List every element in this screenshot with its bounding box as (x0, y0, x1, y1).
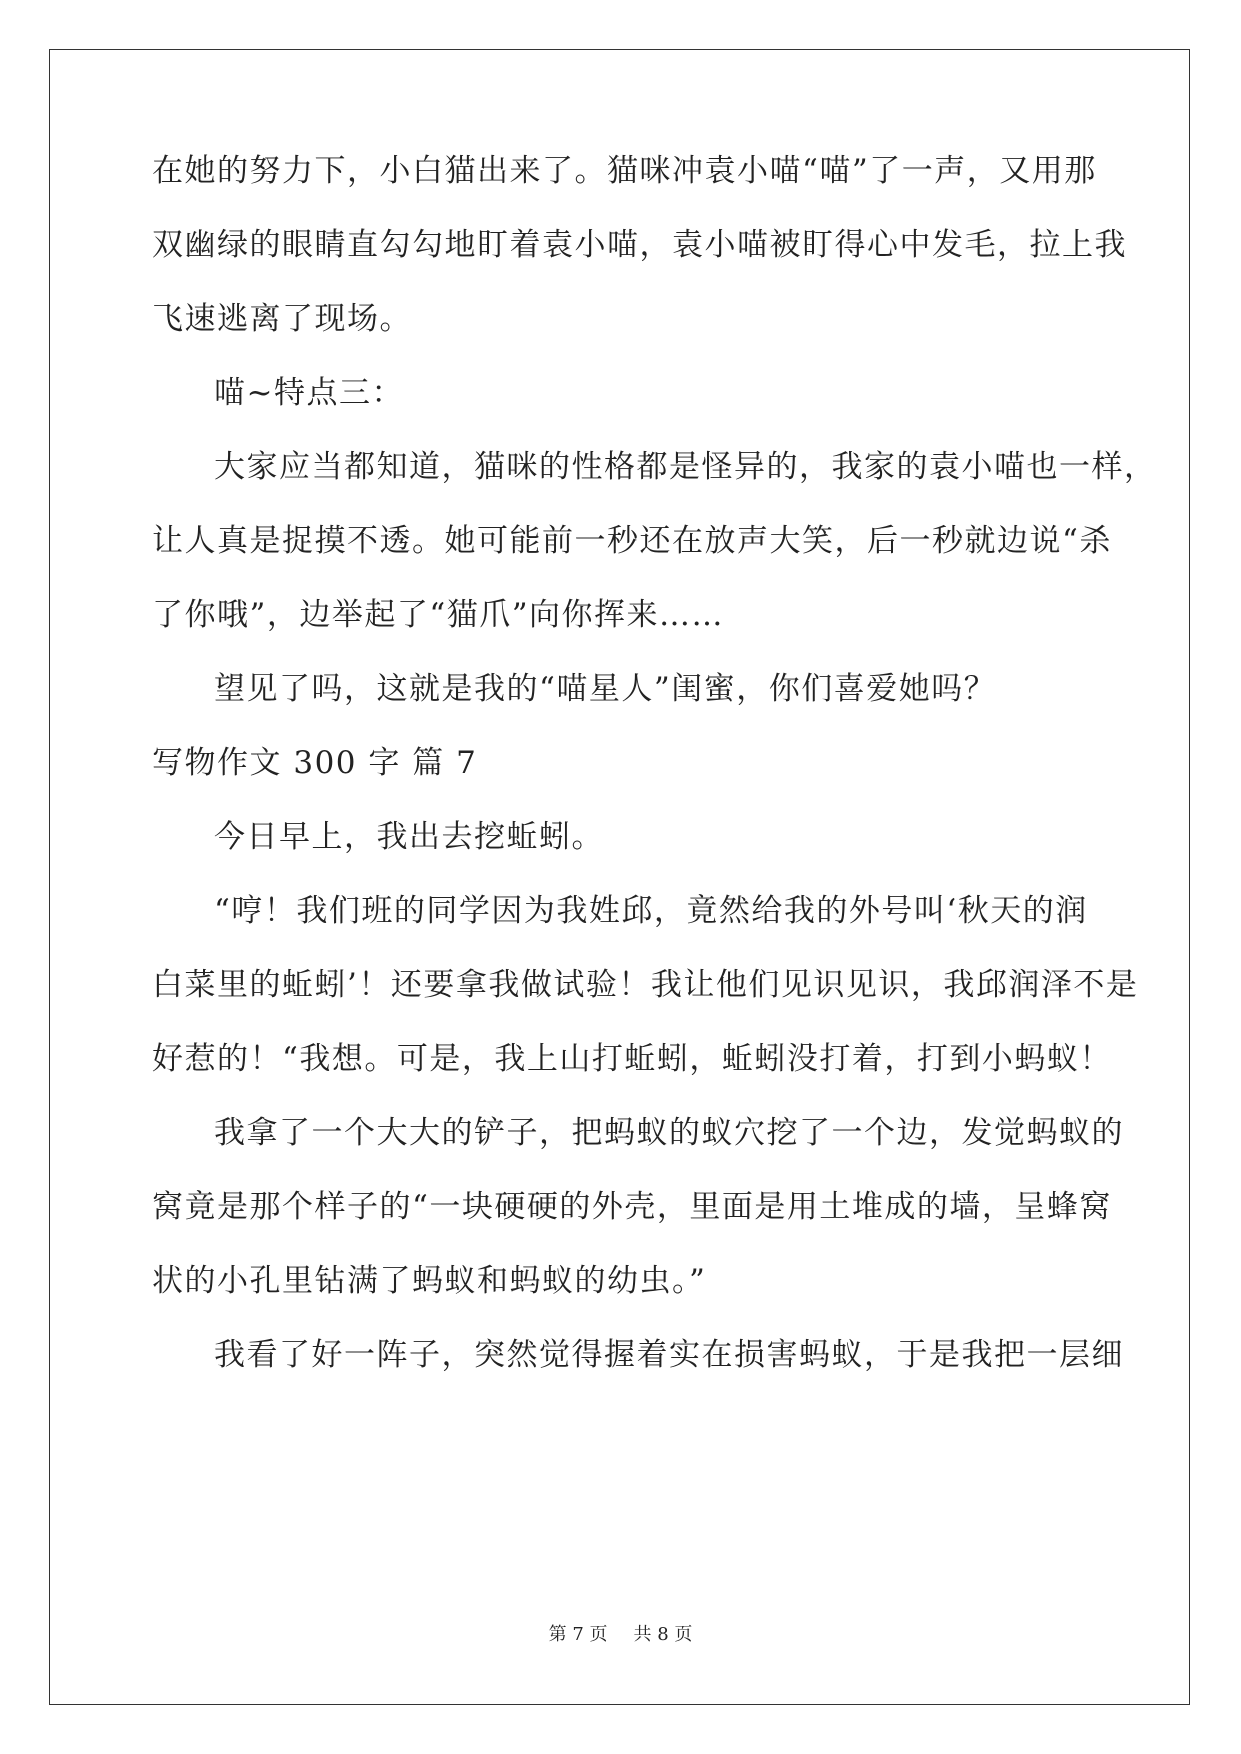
text-line: 窝竟是那个样子的“一块硬硬的外壳，里面是用土堆成的墙，呈蜂窝 (152, 1189, 1112, 1225)
essay-title: 写物作文 300 字 篇 7 (152, 745, 478, 781)
text-line: 白菜里的蚯蚓’！还要拿我做试验！我让他们见识见识，我邱润泽不是 (152, 967, 1139, 1003)
section-subheading: 喵~特点三： (214, 375, 404, 411)
page-total: 共 8 页 (633, 1624, 693, 1645)
text-line: 大家应当都知道，猫咪的性格都是怪异的，我家的袁小喵也一样， (214, 449, 1157, 485)
text-line: 我看了好一阵子，突然觉得握着实在损害蚂蚁，于是我把一层细 (214, 1337, 1124, 1373)
text-line: 双幽绿的眼睛直勾勾地盯着袁小喵，袁小喵被盯得心中发毛，拉上我 (152, 227, 1127, 263)
text-line: 好惹的！“我想。可是，我上山打蚯蚓，蚯蚓没打着，打到小蚂蚁！ (152, 1041, 1112, 1077)
text-line: 我拿了一个大大的铲子，把蚂蚁的蚁穴挖了一个边，发觉蚂蚁的 (214, 1115, 1124, 1151)
text-line: 了你哦”，边举起了“猫爪”向你挥来…… (152, 597, 725, 633)
text-line: 望见了吗，这就是我的“喵星人”闺蜜，你们喜爱她吗？ (214, 671, 997, 707)
text-line: 今日早上，我出去挖蚯蚓。 (214, 819, 604, 855)
text-line: 让人真是捉摸不透。她可能前一秒还在放声大笑，后一秒就边说“杀 (152, 523, 1112, 559)
text-line: 飞速逃离了现场。 (152, 301, 412, 337)
text-line: “哼！我们班的同学因为我姓邱，竟然给我的外号叫‘秋天的润 (214, 893, 1088, 929)
page-number: 第 7 页 (548, 1624, 608, 1645)
text-line: 状的小孔里钻满了蚂蚁和蚂蚁的幼虫。” (152, 1263, 707, 1299)
page-footer (0, 1623, 1241, 1647)
text-line: 在她的努力下，小白猫出来了。猫咪冲袁小喵“喵”了一声，又用那 (152, 153, 1097, 189)
page-border (49, 49, 1190, 1705)
